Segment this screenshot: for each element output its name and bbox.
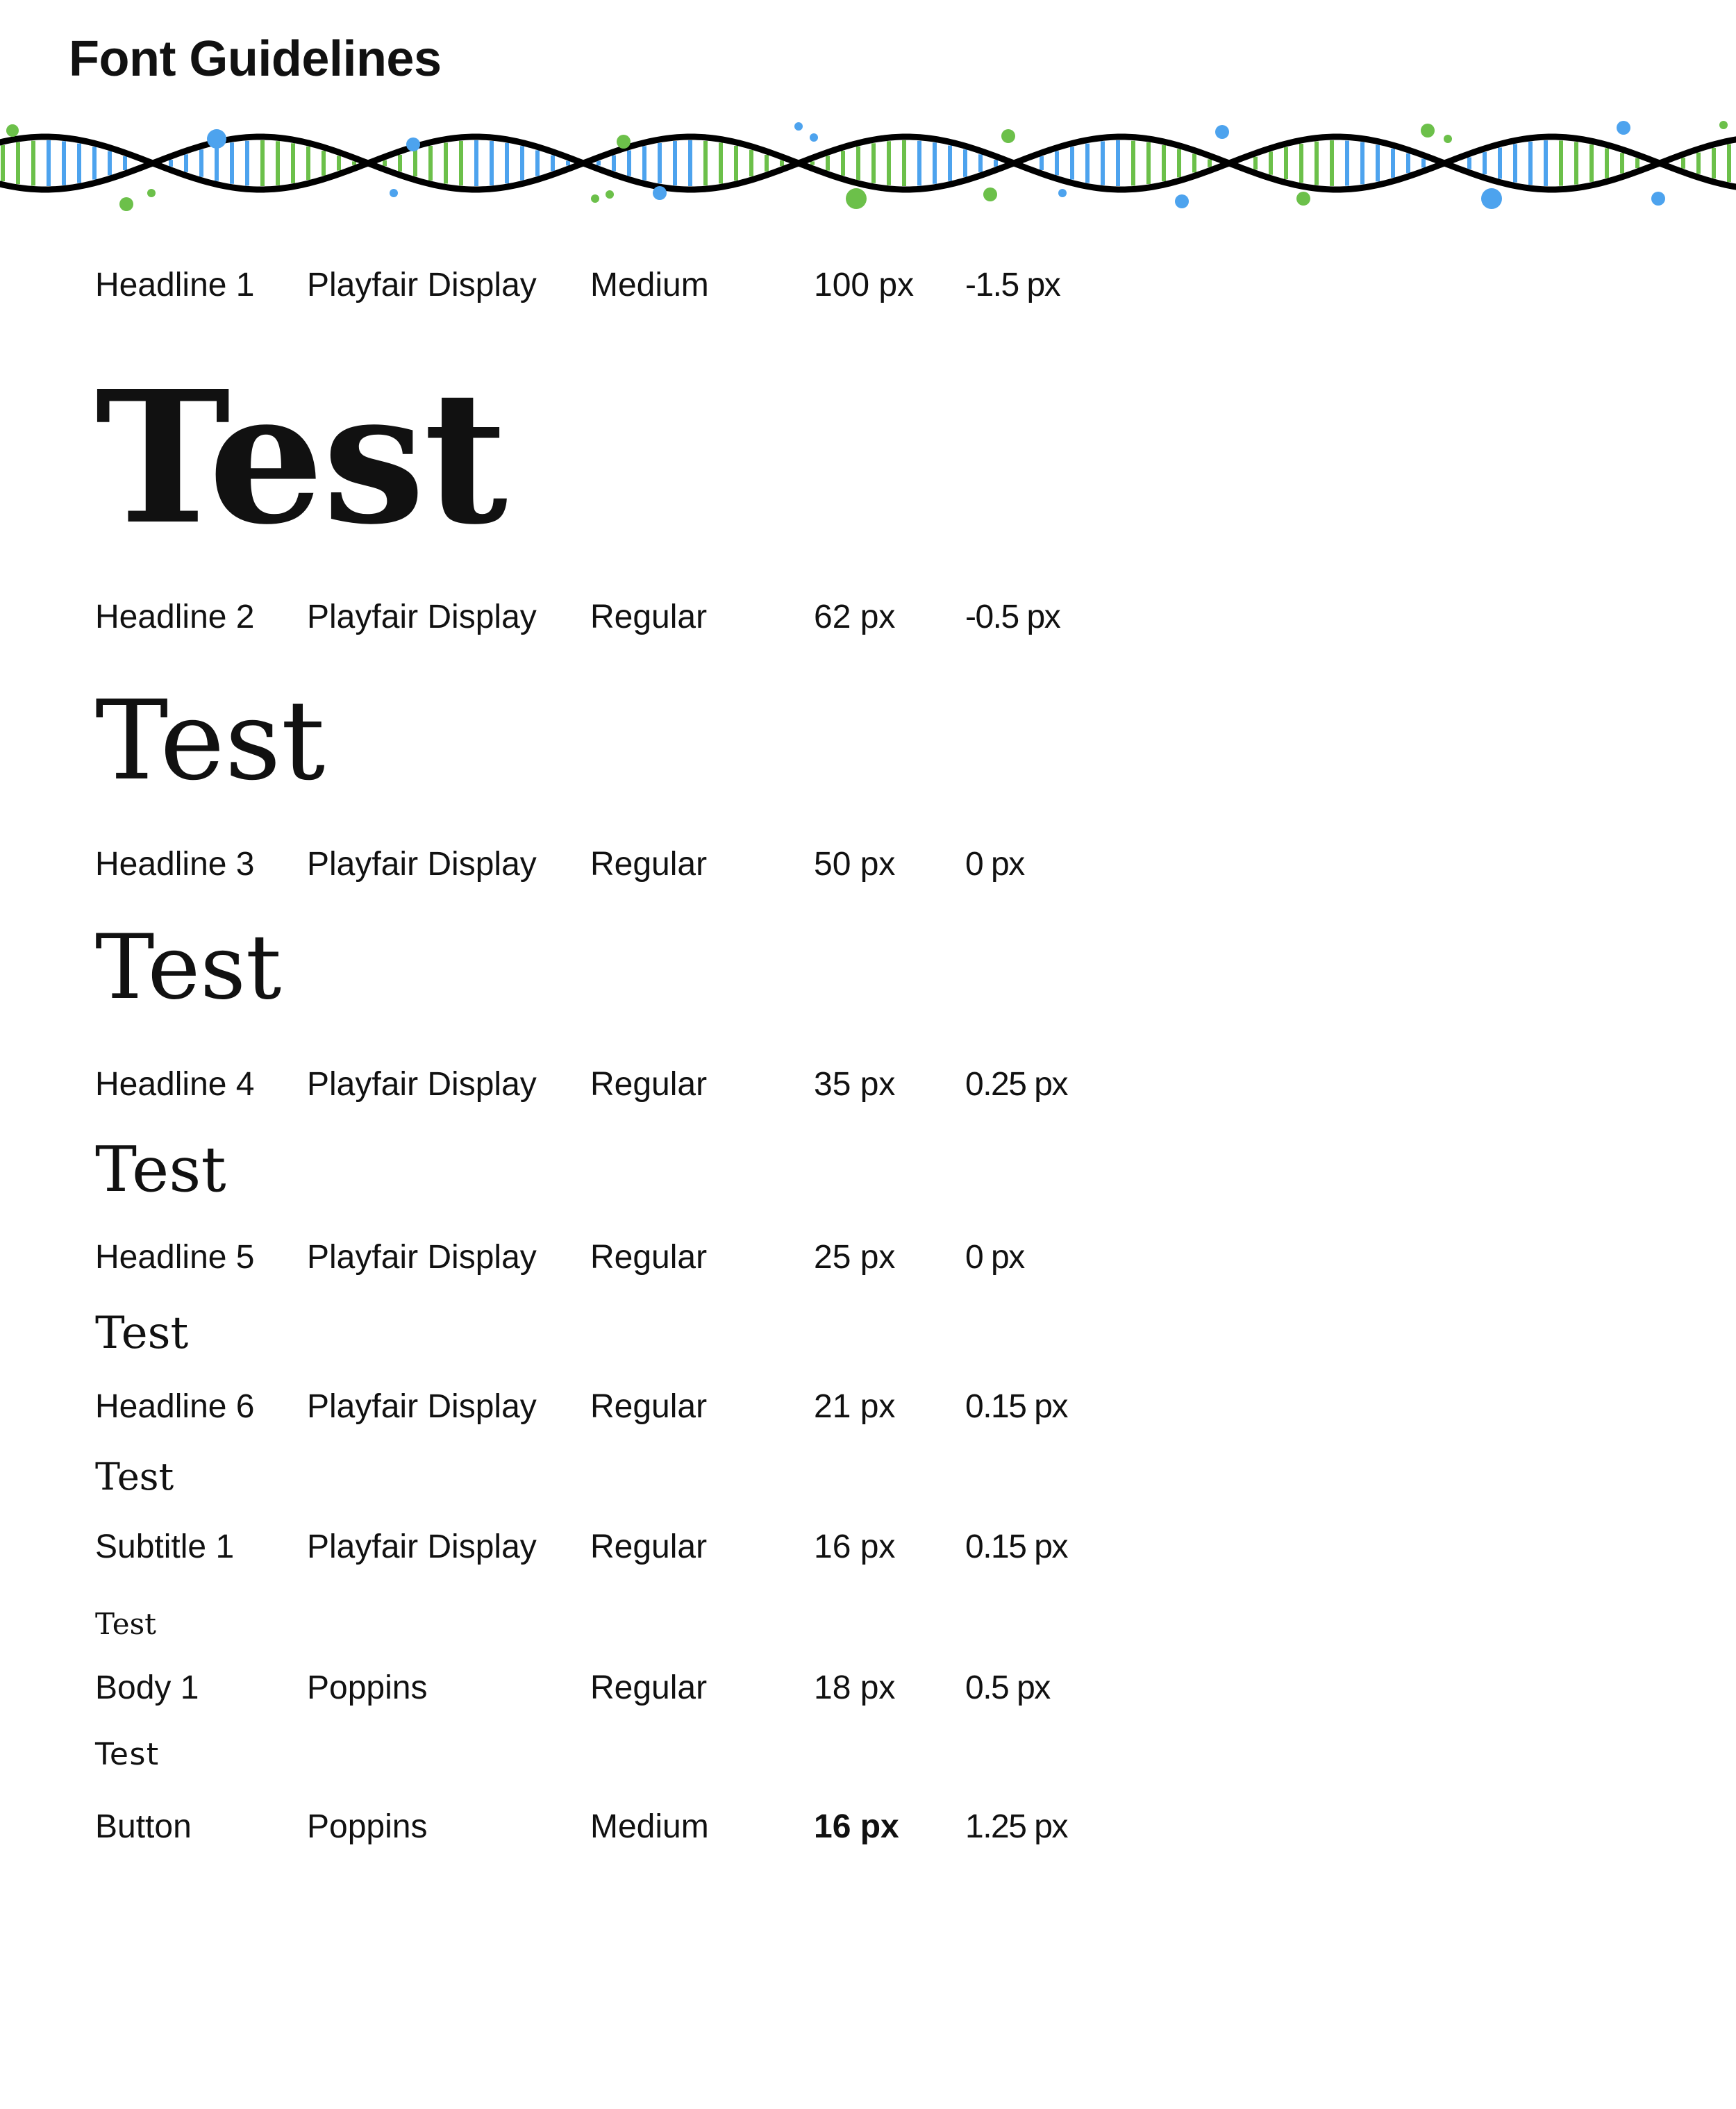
font-size: 50 px [814,846,896,883]
style-name: Subtitle 1 [95,1528,235,1565]
sample-headline-1: Test [95,351,507,565]
font-weight: Medium [590,267,709,303]
font-weight: Regular [590,1388,708,1425]
dna-dot [6,124,19,137]
font-weight: Regular [590,1528,708,1565]
spec-row-headline-1 [95,266,1137,308]
dna-dot [390,189,398,197]
dna-dot [1651,192,1665,206]
sample-body-1: Test [95,1737,160,1772]
dna-dot [406,137,420,151]
font-weight: Regular [590,1239,708,1276]
dna-dot [846,188,867,209]
font-weight: Regular [590,1066,708,1103]
dna-dot [983,187,997,201]
dna-dot [1719,121,1728,129]
dna-dot [606,190,614,199]
spec-row-body-1 [95,1669,1137,1710]
dna-dot [1058,189,1067,197]
font-family: Playfair Display [307,846,537,883]
font-size: 100 px [814,267,915,303]
dna-dot [1175,194,1189,208]
font-weight: Regular [590,1669,708,1706]
style-name: Headline 4 [95,1066,255,1103]
dna-dot [1296,192,1310,206]
font-size: 25 px [814,1239,896,1276]
style-name: Button [95,1808,192,1845]
style-name: Headline 2 [95,599,255,635]
sample-headline-4: Test [95,1133,226,1206]
font-weight: Medium [590,1808,709,1845]
dna-dot [207,129,226,149]
dna-dot [617,135,631,149]
spec-row-headline-5 [95,1238,1137,1280]
dna-dot [1617,121,1630,135]
dna-dot [1421,124,1435,137]
sample-subtitle-1: Test [95,1607,157,1641]
font-weight: Regular [590,846,708,883]
dna-helix-icon [0,111,1736,222]
dna-dot [653,186,667,200]
font-size: 35 px [814,1066,896,1103]
font-size: 18 px [814,1669,896,1706]
dna-dot [1001,129,1015,143]
sample-headline-3: Test [95,916,282,1019]
dna-dot [1444,135,1452,143]
dna-dot [147,189,156,197]
spec-row-headline-3 [95,845,1137,887]
dna-dot [1481,188,1502,209]
spec-row-button [95,1808,1137,1849]
style-name: Body 1 [95,1669,199,1706]
style-name: Headline 3 [95,846,255,883]
style-name: Headline 6 [95,1388,255,1425]
letter-spacing: 0.15 px [965,1388,1067,1425]
style-name: Headline 5 [95,1239,255,1276]
font-size: 62 px [814,599,896,635]
font-family: Playfair Display [307,599,537,635]
letter-spacing: -0.5 px [965,599,1060,635]
spec-row-headline-4 [95,1065,1137,1107]
font-size: 21 px [814,1388,896,1425]
font-family: Playfair Display [307,1239,537,1276]
letter-spacing: 1.25 px [965,1808,1067,1845]
font-weight: Regular [590,599,708,635]
font-family: Poppins [307,1808,428,1845]
font-family: Playfair Display [307,1388,537,1425]
letter-spacing: 0.25 px [965,1066,1067,1103]
font-family: Playfair Display [307,1066,537,1103]
letter-spacing: 0.15 px [965,1528,1067,1565]
letter-spacing: 0.5 px [965,1669,1050,1706]
font-family: Playfair Display [307,1528,537,1565]
dna-rungs [3,140,1729,186]
dna-dot [591,194,599,203]
spec-row-subtitle-1 [95,1528,1137,1569]
dna-dot [1215,125,1229,139]
sample-headline-5: Test [95,1308,189,1359]
letter-spacing: 0 px [965,1239,1024,1276]
page-title: Font Guidelines [69,31,442,87]
dna-dot [794,122,803,131]
dna-dot [119,197,133,211]
spec-row-headline-6 [95,1387,1137,1429]
font-family: Poppins [307,1669,428,1706]
sample-headline-2: Test [95,677,326,805]
font-family: Playfair Display [307,267,537,303]
letter-spacing: 0 px [965,846,1024,883]
dna-dot [810,133,818,142]
letter-spacing: -1.5 px [965,267,1060,303]
style-name: Headline 1 [95,267,255,303]
sample-headline-6: Test [95,1455,174,1499]
font-size: 16 px [814,1808,899,1845]
spec-row-headline-2 [95,598,1137,640]
font-size: 16 px [814,1528,896,1565]
